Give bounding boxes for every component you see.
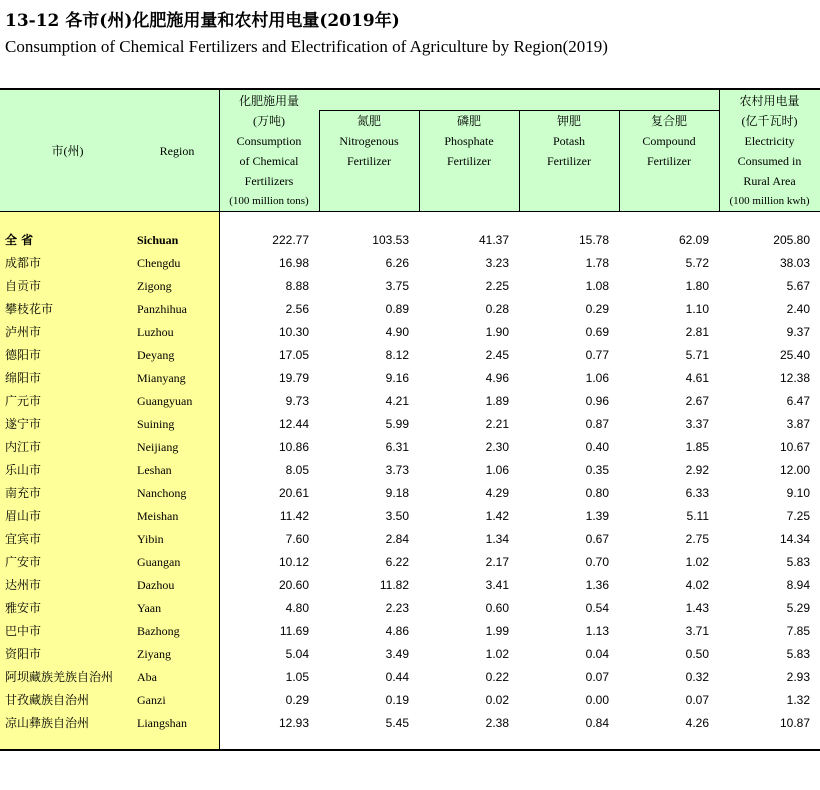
row-region-name: Leshan: [137, 463, 172, 477]
header-region: Region: [159, 144, 195, 158]
cell-comp: 1.85: [685, 440, 709, 454]
cell-comp: 5.72: [685, 256, 709, 270]
row-city-name: 阿坝藏族羌族自治州: [5, 670, 114, 684]
cell-comp: 1.43: [685, 601, 709, 615]
cell-elec: 10.87: [779, 716, 810, 730]
cell-comp: 62.09: [678, 233, 709, 247]
cell-nitro: 4.86: [385, 624, 409, 638]
cell-nitro: 5.45: [385, 716, 409, 730]
cell-pot: 0.00: [585, 693, 609, 707]
cell-phos: 1.06: [485, 463, 509, 477]
table-row: [0, 597, 820, 620]
cell-elec: 12.38: [779, 371, 810, 385]
cell-comp: 5.71: [685, 348, 709, 362]
page-title-english: Consumption of Chemical Fertilizers and Electrification of Agriculture by Region(2019): [5, 37, 608, 56]
cell-comp: 0.32: [685, 670, 709, 684]
table-row: [0, 413, 820, 436]
header-compound: 复合肥 Compound Fertilizer: [642, 114, 696, 168]
cell-elec: 3.87: [786, 417, 810, 431]
cell-phos: 4.29: [485, 486, 509, 500]
cell-pot: 0.29: [585, 302, 609, 316]
cell-total: 10.30: [278, 325, 309, 339]
row-city-name: 雅安市: [5, 601, 42, 615]
row-region-name: Zigong: [137, 279, 172, 293]
cell-total: 8.05: [285, 463, 309, 477]
table-row: [0, 436, 820, 459]
cell-pot: 1.13: [585, 624, 609, 638]
header-nitrogenous: 氮肥 Nitrogenous Fertilizer: [339, 114, 399, 168]
row-city-name: 德阳市: [5, 348, 42, 362]
cell-comp: 2.92: [685, 463, 709, 477]
cell-elec: 6.47: [786, 394, 810, 408]
cell-comp: 4.02: [685, 578, 709, 592]
cell-total: 11.42: [279, 509, 309, 523]
table-row: [0, 229, 820, 252]
table-row: [0, 252, 820, 275]
cell-pot: 0.40: [585, 440, 609, 454]
header-phosphate: 磷肥 Phosphate Fertilizer: [444, 114, 494, 168]
row-city-name: 内江市: [5, 440, 42, 454]
cell-comp: 2.81: [685, 325, 709, 339]
row-region-name: Ganzi: [137, 693, 166, 707]
cell-pot: 0.35: [585, 463, 609, 477]
cell-elec: 5.29: [786, 601, 810, 615]
row-region-name: Mianyang: [137, 371, 186, 385]
row-city-name: 南充市: [5, 486, 42, 500]
cell-comp: 4.61: [685, 371, 709, 385]
cell-pot: 1.39: [585, 509, 609, 523]
cell-phos: 1.90: [485, 325, 509, 339]
cell-phos: 2.21: [485, 417, 509, 431]
row-city-name: 宜宾市: [5, 532, 42, 546]
row-region-name: Yaan: [137, 601, 162, 615]
row-region-name: Sichuan: [137, 233, 179, 247]
cell-total: 19.79: [278, 371, 309, 385]
cell-pot: 0.70: [585, 555, 609, 569]
cell-total: 20.60: [278, 578, 309, 592]
cell-total: 11.69: [279, 624, 309, 638]
cell-total: 8.88: [285, 279, 309, 293]
row-region-name: Chengdu: [137, 256, 181, 270]
cell-nitro: 11.82: [379, 578, 409, 592]
cell-phos: 2.38: [485, 716, 509, 730]
cell-nitro: 0.19: [385, 693, 409, 707]
cell-pot: 0.07: [585, 670, 609, 684]
row-region-name: Aba: [137, 670, 157, 684]
cell-phos: 2.17: [485, 555, 509, 569]
cell-pot: 0.67: [585, 532, 609, 546]
cell-pot: 0.77: [585, 348, 609, 362]
cell-comp: 0.07: [685, 693, 709, 707]
row-city-name: 甘孜藏族自治州: [5, 693, 90, 707]
table-row: [0, 689, 820, 712]
cell-phos: 0.02: [485, 693, 509, 707]
cell-total: 5.04: [285, 647, 309, 661]
table-row: [0, 666, 820, 689]
cell-nitro: 5.99: [385, 417, 409, 431]
cell-elec: 12.00: [779, 463, 810, 477]
cell-pot: 0.84: [585, 716, 609, 730]
cell-comp: 0.50: [685, 647, 709, 661]
cell-phos: 1.02: [485, 647, 509, 661]
row-region-name: Dazhou: [137, 578, 175, 592]
cell-comp: 3.71: [685, 624, 709, 638]
cell-total: 1.05: [285, 670, 309, 684]
cell-total: 12.93: [278, 716, 309, 730]
cell-comp: 6.33: [685, 486, 709, 500]
cell-pot: 0.69: [585, 325, 609, 339]
row-city-name: 成都市: [5, 256, 42, 270]
table-row: [0, 620, 820, 643]
cell-nitro: 4.21: [385, 394, 409, 408]
cell-nitro: 103.53: [372, 233, 409, 247]
cell-elec: 2.93: [786, 670, 810, 684]
row-city-name: 攀枝花市: [5, 302, 54, 316]
cell-nitro: 3.50: [385, 509, 409, 523]
cell-elec: 9.10: [786, 486, 810, 500]
row-region-name: Deyang: [137, 348, 175, 362]
row-region-name: Luzhou: [137, 325, 174, 339]
cell-total: 10.86: [278, 440, 309, 454]
row-region-name: Liangshan: [137, 716, 187, 730]
cell-total: 4.80: [285, 601, 309, 615]
cell-elec: 38.03: [779, 256, 810, 270]
cell-nitro: 3.73: [385, 463, 409, 477]
table-row: [0, 367, 820, 390]
cell-phos: 2.30: [485, 440, 509, 454]
cell-phos: 2.25: [485, 279, 509, 293]
row-city-name: 眉山市: [5, 509, 42, 523]
cell-comp: 1.02: [685, 555, 709, 569]
cell-total: 16.98: [278, 256, 309, 270]
table-row: [0, 321, 820, 344]
cell-phos: 1.99: [485, 624, 509, 638]
cell-elec: 5.83: [786, 555, 810, 569]
cell-pot: 0.54: [585, 601, 609, 615]
row-region-name: Guangyuan: [137, 394, 193, 408]
cell-total: 222.77: [272, 233, 309, 247]
table-bottom-rule: [0, 749, 820, 751]
cell-total: 7.60: [285, 532, 309, 546]
table-row: [0, 574, 820, 597]
cell-nitro: 4.90: [385, 325, 409, 339]
row-city-name: 乐山市: [5, 463, 42, 477]
cell-total: 2.56: [285, 302, 309, 316]
header-total-fertilizer: 化肥施用量 (万吨) Consumption of Chemical Fertilizers (100 million tons): [229, 94, 309, 207]
row-region-name: Meishan: [137, 509, 179, 523]
cell-phos: 1.89: [485, 394, 509, 408]
row-city-name: 广元市: [5, 394, 42, 408]
header-potash: 钾肥 Potash Fertilizer: [547, 114, 591, 168]
table-row: [0, 459, 820, 482]
cell-elec: 8.94: [786, 578, 810, 592]
row-city-name: 达州市: [5, 578, 42, 592]
cell-comp: 1.10: [685, 302, 709, 316]
cell-elec: 25.40: [779, 348, 810, 362]
cell-pot: 0.80: [585, 486, 609, 500]
cell-nitro: 3.75: [385, 279, 409, 293]
page-title-chinese: 13-12 各市(州)化肥施用量和农村用电量(2019年): [5, 11, 400, 31]
header-bottom-rule: [0, 211, 820, 212]
row-city-name: 绵阳市: [5, 371, 42, 385]
cell-elec: 7.25: [786, 509, 810, 523]
cell-comp: 2.67: [685, 394, 709, 408]
cell-comp: 3.37: [685, 417, 709, 431]
cell-nitro: 6.22: [385, 555, 409, 569]
cell-total: 0.29: [285, 693, 309, 707]
cell-total: 17.05: [278, 348, 309, 362]
cell-pot: 0.96: [585, 394, 609, 408]
row-city-name: 自贡市: [5, 279, 42, 293]
cell-elec: 5.83: [786, 647, 810, 661]
row-city-name: 泸州市: [5, 325, 42, 339]
cell-pot: 0.87: [585, 417, 609, 431]
row-city-name: 遂宁市: [5, 417, 42, 431]
cell-phos: 0.28: [485, 302, 509, 316]
row-region-name: Neijiang: [137, 440, 179, 454]
cell-nitro: 3.49: [385, 647, 409, 661]
cell-elec: 1.32: [786, 693, 810, 707]
cell-nitro: 9.16: [385, 371, 409, 385]
table-row: [0, 712, 820, 735]
cell-total: 20.61: [278, 486, 309, 500]
cell-nitro: 9.18: [385, 486, 409, 500]
cell-nitro: 2.23: [385, 601, 409, 615]
table-row: [0, 275, 820, 298]
table-top-rule: [0, 88, 820, 90]
cell-phos: 1.42: [485, 509, 509, 523]
table-row: [0, 344, 820, 367]
cell-elec: 10.67: [779, 440, 810, 454]
cell-pot: 1.78: [585, 256, 609, 270]
cell-total: 12.44: [278, 417, 309, 431]
cell-phos: 2.45: [485, 348, 509, 362]
header-electricity: 农村用电量 (亿千瓦时) Electricity Consumed in Rural Area (100 million kwh): [729, 94, 810, 207]
row-region-name: Guangan: [137, 555, 181, 569]
cell-elec: 7.85: [786, 624, 810, 638]
cell-elec: 2.40: [786, 302, 810, 316]
cell-nitro: 2.84: [385, 532, 409, 546]
cell-comp: 2.75: [685, 532, 709, 546]
row-region-name: Nanchong: [137, 486, 187, 500]
cell-pot: 0.04: [585, 647, 609, 661]
cell-phos: 4.96: [485, 371, 509, 385]
row-region-name: Yibin: [137, 532, 164, 546]
row-region-name: Ziyang: [137, 647, 171, 661]
cell-pot: 1.36: [585, 578, 609, 592]
cell-comp: 4.26: [685, 716, 709, 730]
table-row: [0, 505, 820, 528]
cell-phos: 1.34: [485, 532, 509, 546]
cell-phos: 41.37: [478, 233, 509, 247]
cell-elec: 5.67: [786, 279, 810, 293]
row-region-name: Suining: [137, 417, 175, 431]
table-row: [0, 528, 820, 551]
header-city: 市(州): [51, 144, 84, 158]
table-row: [0, 390, 820, 413]
cell-total: 10.12: [278, 555, 309, 569]
cell-elec: 14.34: [779, 532, 810, 546]
row-region-name: Bazhong: [137, 624, 180, 638]
cell-comp: 5.11: [686, 509, 709, 523]
cell-pot: 15.78: [578, 233, 609, 247]
table-row: [0, 643, 820, 666]
table-row: [0, 482, 820, 505]
cell-pot: 1.06: [585, 371, 609, 385]
row-region-name: Panzhihua: [137, 302, 187, 316]
cell-comp: 1.80: [685, 279, 709, 293]
cell-phos: 0.60: [485, 601, 509, 615]
cell-elec: 205.80: [773, 233, 810, 247]
cell-nitro: 6.31: [385, 440, 409, 454]
table-row: [0, 298, 820, 321]
cell-total: 9.73: [285, 394, 309, 408]
cell-nitro: 0.44: [385, 670, 409, 684]
row-city-name: 全 省: [5, 233, 34, 247]
cell-phos: 3.41: [485, 578, 509, 592]
row-city-name: 广安市: [5, 555, 42, 569]
cell-phos: 3.23: [485, 256, 509, 270]
cell-nitro: 0.89: [385, 302, 409, 316]
row-city-name: 资阳市: [5, 647, 42, 661]
table-row: [0, 551, 820, 574]
cell-pot: 1.08: [585, 279, 609, 293]
cell-elec: 9.37: [786, 325, 810, 339]
row-city-name: 凉山彝族自治州: [5, 716, 90, 730]
cell-nitro: 8.12: [385, 348, 409, 362]
cell-phos: 0.22: [485, 670, 509, 684]
row-city-name: 巴中市: [5, 624, 42, 638]
cell-nitro: 6.26: [385, 256, 409, 270]
